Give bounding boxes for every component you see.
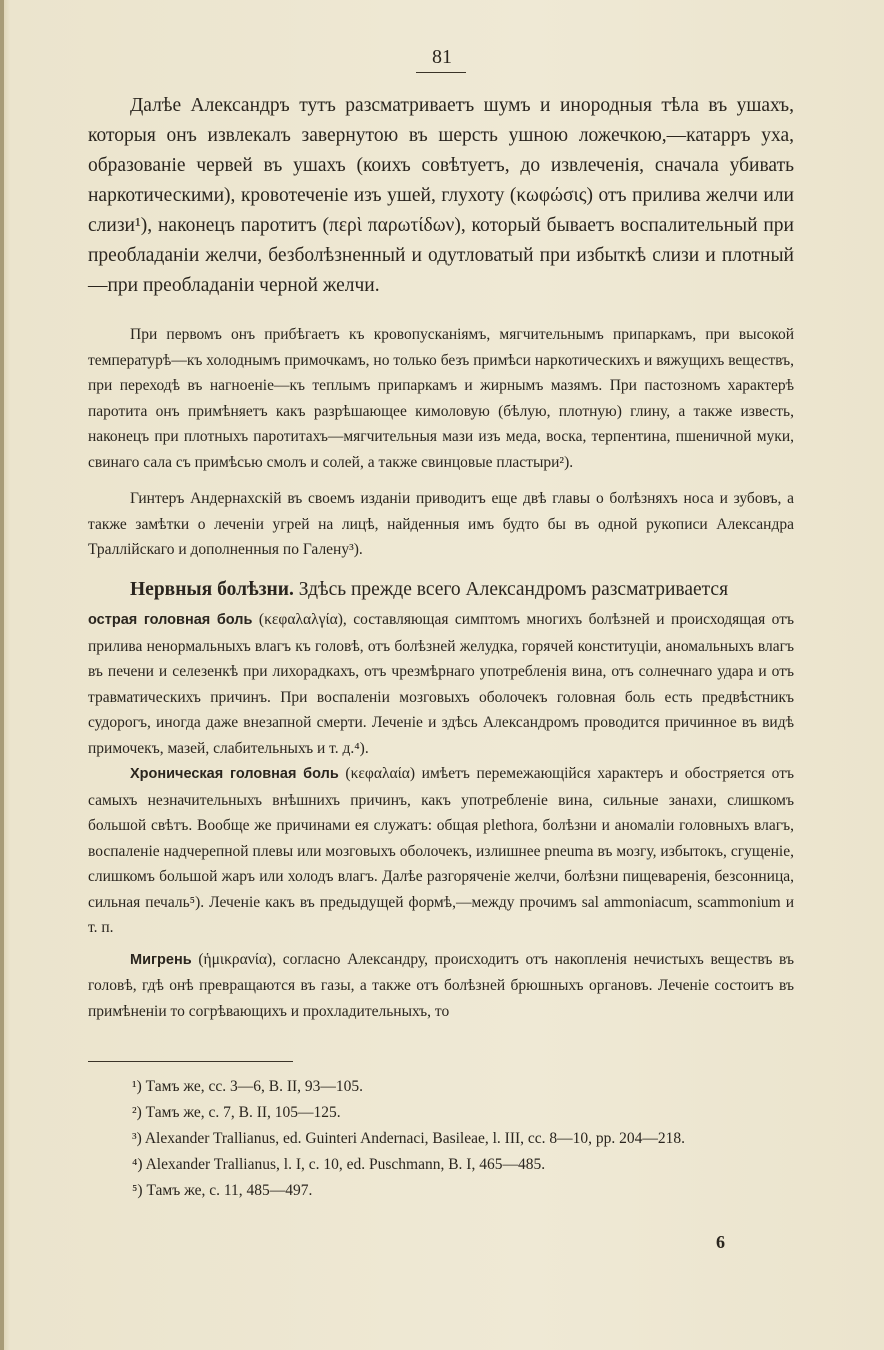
paragraph-migraine bbox=[88, 947, 794, 1025]
paragraph-parotitis-treatment bbox=[88, 322, 794, 475]
section-heading: Нервныя болѣзни. bbox=[130, 579, 294, 600]
page-number-rule bbox=[416, 72, 466, 73]
paragraph-ear-diseases bbox=[88, 91, 794, 301]
section-heading-line bbox=[88, 575, 794, 605]
term-migraine: Мигрень bbox=[130, 951, 192, 968]
footnote-4: ⁴) Alexander Trallianus, l. I, c. 10, ed. Puschmann, B. I, 465—485. bbox=[132, 1156, 546, 1173]
footnote-1: ¹) Тамъ же, сс. 3—6, B. II, 93—105. bbox=[132, 1078, 364, 1095]
migraine-text: (ἡμικρανία), согласно Александру, происходитъ отъ накопленія нечистыхъ веществъ въ головѣ, гдѣ онѣ превращаются въ газы, а также отъ болѣзней брюшныхъ органовъ. Леченіе состоитъ въ примѣненіи то согрѣвающихъ и прохладительныхъ, то bbox=[88, 950, 795, 1020]
footnote-2: ²) Тамъ же, с. 7, B. II, 105—125. bbox=[132, 1104, 341, 1121]
page-edge bbox=[0, 0, 4, 1350]
footnote-3: ³) Alexander Trallianus, ed. Guinteri Andernaci, Basileae, l. III, cc. 8—10, pp. 204—218. bbox=[132, 1130, 686, 1147]
section-nervous-diseases bbox=[88, 575, 794, 1024]
paragraph-2: При первомъ онъ прибѣгаетъ къ кровопусканіямъ, мягчительнымъ припаркамъ, при высокой температурѣ—къ холоднымъ примочкамъ, но только безъ примѣси наркотическихъ и вяжущихъ веществъ, при переходѣ въ нагноеніе—къ теплымъ припаркамъ и жирнымъ мазямъ. При пастозномъ характерѣ паротита онъ примѣняетъ какъ разрѣшающее кимоловую (бѣлую, плотную) глину, а также известь, наконецъ при плотныхъ паротитахъ—мягчительныя мази изъ меда, воска, терпентина, пшеничной муки, свинаго сала съ примѣсью смолъ и солей, а также свинцовые пластыри²). bbox=[88, 326, 794, 471]
paragraph-3: Гинтеръ Андернахскій въ своемъ изданіи приводитъ еще двѣ главы о болѣзняхъ носа и зубовъ, а также замѣтки о леченіи угрей на лицѣ, найденныя имъ будто бы въ одной рукописи Александра Траллійскаго и дополненныя по Галену³). bbox=[88, 490, 794, 558]
footnote-5: ⁵) Тамъ же, с. 11, 485—497. bbox=[132, 1182, 313, 1199]
paragraph-1: Далѣе Александръ тутъ разсматриваетъ шумъ и инородныя тѣла въ ушахъ, которыя онъ извлекалъ завернутою въ шерсть ушною ложечкою,—катарръ уха, образованіе червей въ ушахъ (коихъ совѣтуетъ, до извлеченія, сначала убивать наркотическими), кровотеченіе изъ ушей, глухоту (κωφώσις) отъ прилива желчи или слизи¹), наконецъ паротитъ (περὶ παρωτίδων), который бываетъ воспалительный при преобладаніи желчи, безболѣзненный и одутловатый при избыткѣ слизи и плотный—при преобладаніи черной желчи. bbox=[88, 95, 794, 296]
footnote-rule bbox=[88, 1061, 293, 1062]
paragraph-chronic-headache bbox=[88, 761, 794, 941]
acute-headache-text: (κεφαλαλγία), составляющая симптомъ многихъ болѣзней и происходящая отъ прилива ненормальныхъ влагъ къ головѣ, отъ болѣзней желудка, горячей конституціи, аномальныхъ влагъ въ печени и селезенкѣ при лихорадкахъ, отъ чрезмѣрнаго употребленія вина, отъ солнечнаго удара и отъ травматическихъ причинъ. При воспаленіи мозговыхъ оболочекъ головная боль есть предвѣстникъ судорогъ, иногда даже внезапной смерти. Леченіе и здѣсь Александромъ проводится причинное въ видѣ примочекъ, мазей, слабительныхъ и т. д.⁴). bbox=[88, 611, 795, 757]
chronic-headache-text: (κεφαλαία) имѣетъ перемежающійся характеръ и обостряется отъ самыхъ незначительныхъ внѣшнихъ причинъ, какъ употребленіе вина, сильные занахи, слишкомъ большой свѣтъ. Вообще же причинами ея служатъ: общая plethora, болѣзни и аномаліи головныхъ влагъ, воспаленіе надчерепной плевы или мозговыхъ оболочекъ, излишнее pneuma въ мозгу, избытокъ, сгущеніе, слишкомъ большой жаръ или холодъ влагъ. Далѣе разгоряченіе желчи, болѣзни пищеваренія, безсонница, сильная печаль⁵). Леченіе какъ въ предыдущей формѣ,—между прочимъ sal ammoniacum, scammonium и т. п. bbox=[88, 765, 795, 936]
signature-mark: 6 bbox=[716, 1232, 725, 1252]
section-lead: Здѣсь прежде всего Александромъ разсматривается bbox=[298, 579, 729, 600]
paragraph-acute-headache bbox=[88, 607, 794, 761]
page-number: 81 bbox=[432, 46, 452, 68]
footnotes bbox=[88, 1074, 794, 1204]
paragraph-ginter bbox=[88, 486, 794, 563]
term-chronic-headache: Хроническая головная боль bbox=[130, 766, 339, 782]
term-acute-headache: острая головная боль bbox=[88, 612, 253, 628]
